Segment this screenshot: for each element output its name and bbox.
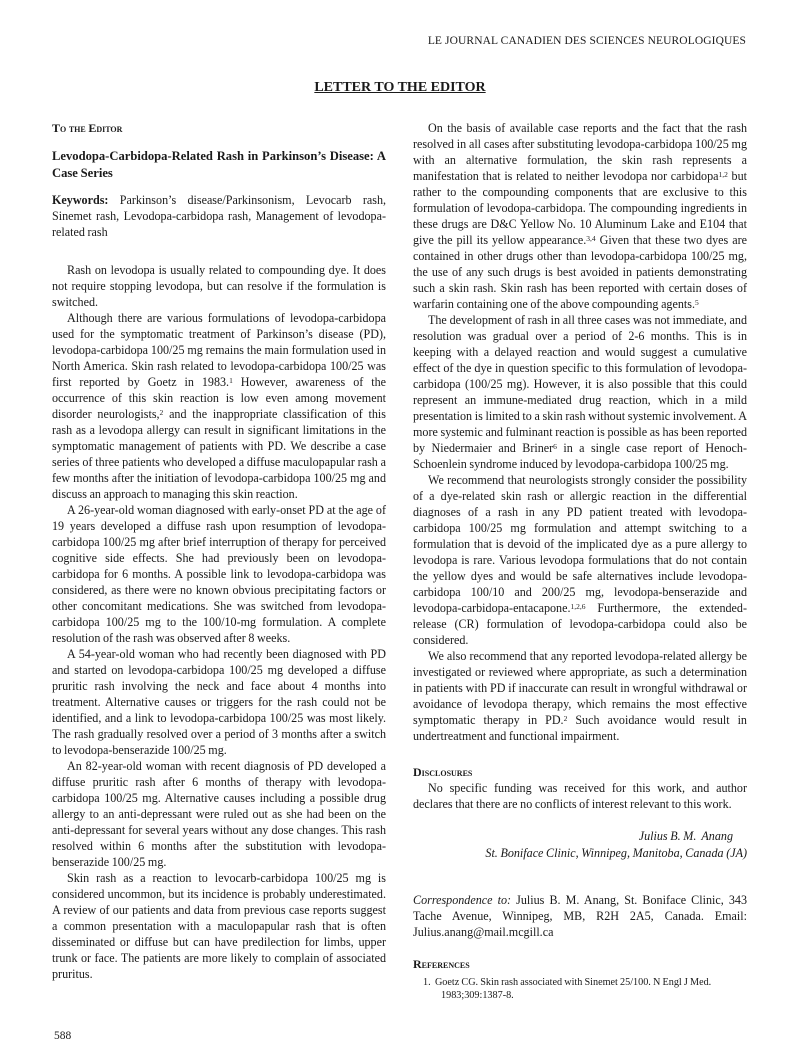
- paragraph-text: We recommend that neurologists strongly consider the possibility of a dye-related skin rash or allergic reaction in the differential diagnoses of a rash in any PD patient treated with levodopa-carbidopa 100/25 mg formulation and attempt switching to a formulation that is devoid of the implicated dye as a pure allergy to levodopa is rare. Various levodopa formulations that do not contain the yellow dyes and would be safe alternatives include levodopa-carbidopa 100/10 and 200/25 mg, levodopa-benserazide and levodopa-carbidopa-entacapone.: [413, 473, 747, 615]
- paragraph-text: and the inappropriate classification of this rash as a levodopa allergy can result in significant limitations in the symptomatic management of patients with PD. We describe a case series of three patients who developed a diffuse maculopapular rash a few months after the initiation of levodopa-carbidopa 100/25 mg and discuss an approach to managing this skin reaction.: [52, 407, 386, 501]
- paragraph-text: Furthermore, the extended-release (CR) formulation of levodopa-carbidopa could also be considered.: [413, 601, 747, 647]
- article-title: Levodopa-Carbidopa-Related Rash in Parkinson’s Disease: A Case Series: [52, 149, 386, 180]
- body-paragraph: [52, 870, 386, 982]
- reference-text: Goetz CG. Skin rash associated with Sinemet 25/100. N Engl J Med. 1983;309:1387-8.: [434, 977, 712, 1001]
- body-paragraph: [413, 312, 747, 472]
- paragraph-text: but rather to the compounding components that are exclusive to this formulation of levodopa-carbidopa. The compounding ingredients in these drugs are D&C Yellow No. 10 Aluminum Lake and E104 that give the pill its yellow appearance.: [413, 169, 747, 247]
- references-heading: References: [413, 957, 470, 971]
- author-affiliation: St. Boniface Clinic, Winnipeg, Manitoba, Canada (JA): [485, 846, 747, 860]
- section-title: LETTER TO THE EDITOR: [314, 80, 486, 95]
- body-paragraph: [413, 472, 747, 648]
- reference-item: [413, 976, 747, 1002]
- to-editor-heading: To the Editor: [52, 121, 123, 135]
- paragraph-text: Such avoidance would result in undertreatment and functional impairment.: [413, 713, 747, 743]
- paragraph-text: in a single case report of Henoch-Schoenlein syndrome induced by levodopa-carbidopa 100/25 mg.: [413, 441, 747, 471]
- citation-superscript: 1: [229, 376, 233, 385]
- left-column: [52, 120, 386, 982]
- body-paragraph: [413, 648, 747, 744]
- paragraph-text: On the basis of available case reports and the fact that the rash resolved in all cases after substituting levodopa-carbidopa 100/25 mg with an alternative formulation, the skin rash represents a manifestation that is related to neither levodopa nor carbidopa: [413, 121, 747, 183]
- author-name: Julius B. M. Anang: [638, 829, 733, 843]
- citation-superscript: 6: [553, 442, 557, 451]
- paragraph-text: A 26-year-old woman diagnosed with early-onset PD at the age of 19 years developed a diffuse rash upon resumption of levodopa-carbidopa 100/25 mg after brief interruption of therapy for perceived cognitive side effects. She had previously been on levodopa-carbidopa for 6 months. A possible link to levodopa-carbidopa was considered, as there were no known obvious precipitating factors or other concomitant medications. She was switched from levodopa-carbidopa 100/25 mg to the 100/10-mg formulation. A complete resolution of the rash was observed after 8 weeks.: [52, 503, 386, 645]
- right-column: [413, 120, 747, 1002]
- left-body: [52, 262, 386, 982]
- citation-superscript: 3,4: [586, 234, 596, 243]
- body-paragraph: [52, 310, 386, 502]
- citation-superscript: 2: [159, 408, 164, 417]
- correspondence: [413, 892, 747, 940]
- disclosures-text: No specific funding was received for this work, and author declares that there are no conflicts of interest relevant to this work.: [413, 781, 747, 811]
- body-paragraph: [413, 120, 747, 312]
- paragraph-text: Although there are various formulations of levodopa-carbidopa used for the symptomatic treatment of Parkinson’s disease (PD), levodopa-carbidopa 100/25 mg remains the main formulation used in North America. Skin rash related to levodopa-carbidopa 100/25 was first reported by Goetz in 1983.: [52, 311, 386, 389]
- running-header: LE JOURNAL CANADIEN DES SCIENCES NEUROLOGIQUES: [427, 35, 746, 47]
- body-paragraph: [52, 646, 386, 758]
- paragraph-text: Rash on levodopa is usually related to compounding dye. It does not require stopping levodopa, but can resolve if the formulation is switched.: [52, 263, 386, 309]
- paragraph-text: We also recommend that any reported levodopa-related allergy be investigated or reviewed where appropriate, as such a determination in patients with PD if inaccurate can result in wrongful withdrawal or avoidance of levodopa therapy, which remains the most effective symptomatic therapy in PD.: [413, 649, 747, 727]
- body-paragraph: [52, 262, 386, 310]
- citation-superscript: 5: [695, 298, 699, 307]
- paragraph-text: Skin rash as a reaction to levocarb-carbidopa 100/25 mg is considered uncommon, but its incidence is probably underestimated. A review of our patients and data from previous case reports suggest a common presentation with a maculopapular rash that is often disseminated or diffuse but can have predilection for limbs, upper trunk or face. The patients are more likely to complain of associated pruritus.: [52, 871, 386, 981]
- body-paragraph: [52, 758, 386, 870]
- keywords-text: Parkinson’s disease/Parkinsonism, Levocarb rash, Sinemet rash, Levodopa-carbidopa rash, Management of levodopa-related rash: [52, 193, 387, 239]
- correspondence-label: Correspondence to:: [413, 893, 512, 907]
- keywords-label: Keywords:: [52, 193, 109, 207]
- paragraph-text: However, awareness of the occurrence of this skin reaction is low even among movement disorder neurologists,: [52, 375, 386, 421]
- paragraph-text: The development of rash in all three cases was not immediate, and resolution was gradual over a period of 2-6 months. This is in keeping with a delayed reaction and would suggest a cumulative effect of the dye in question specific to this formulation of levodopa-carbidopa (100/25 mg). However, it is also possible that this could represent an immune-mediated drug reaction, which in a mild presentation is limited to a skin rash without systemic involvement. A more systemic and fulminant reaction is possible as has been reported by Niedermaier and Briner: [413, 313, 747, 455]
- right-body: [413, 120, 747, 744]
- disclosures-heading: Disclosures: [413, 765, 473, 779]
- paragraph-text: Given that these two dyes are contained in other drugs other than levodopa-carbidopa 100/25 mg, the use of any such drugs is best avoided in patients demonstrating such a skin rash. Skin rash has been reported with certain doses of warfarin containing one of the above compounding agents.: [413, 233, 747, 311]
- keywords: [52, 192, 386, 240]
- paragraph-text: A 54-year-old woman who had recently been diagnosed with PD and started on levodopa-carbidopa 100/25 mg developed a diffuse pruritic rash involving the neck and face about 4 months into treatment. Alternative causes or triggers for the rash could not be identified, and a link to levodopa-carbidopa 100/25 was most likely. The rash gradually resolved over a period of 3 months after a switch to levodopa-benserazide 100/25 mg.: [52, 647, 386, 757]
- correspondence-text: Julius B. M. Anang, St. Boniface Clinic, 343 Tache Avenue, Winnipeg, MB, R2H 2A5, Canada. Email: Julius.anang@mail.mcgill.ca: [413, 893, 748, 939]
- citation-superscript: 2: [563, 714, 568, 723]
- citation-superscript: 1,2,6: [570, 602, 586, 611]
- citation-superscript: 1,2: [718, 170, 728, 179]
- page-number: 588: [54, 1030, 72, 1042]
- body-paragraph: [52, 502, 386, 646]
- reference-number: 1.: [423, 977, 431, 988]
- signature: [413, 828, 747, 862]
- paragraph-text: An 82-year-old woman with recent diagnosis of PD developed a diffuse pruritic rash after 6 months of therapy with levodopa-carbidopa 100/25 mg. Alternative causes including a possible drug allergy to an anti-depressant were ruled out as she had been on the anti-depressant for several years without any dose changes. This rash resolved within 6 months after the substitution with levodopa-benserazide 100/25 mg.: [52, 759, 386, 869]
